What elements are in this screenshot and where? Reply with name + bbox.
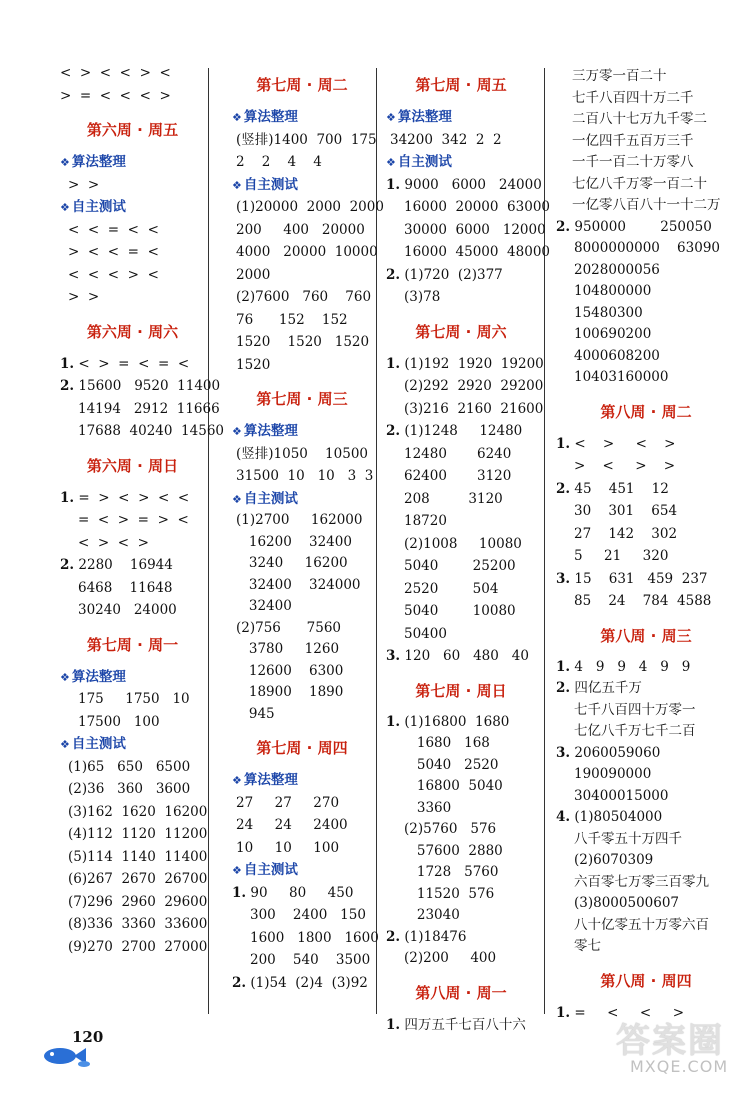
answer-line: 27 27 270	[236, 794, 340, 811]
subsection-title: ❖ 算法整理	[232, 772, 298, 788]
diamond-icon: ❖	[60, 738, 70, 751]
diamond-icon: ❖	[232, 178, 242, 192]
column-3	[386, 62, 551, 1036]
answer-line: 1520 1520 1520	[236, 334, 370, 350]
answer-line: (2)36 360 3600	[68, 781, 191, 797]
answer-line: 一亿零八百八十一十二万	[572, 197, 721, 213]
answer-line: > < < = <	[68, 244, 159, 260]
answer-line: 1. 4 9 9 4 9 9	[556, 658, 691, 675]
diamond-icon: ❖	[232, 774, 242, 787]
answer-line: 30400015000	[574, 787, 669, 804]
answer-line: 62400 3120	[404, 468, 512, 484]
answer-line: 15480300	[574, 304, 643, 321]
answer-line: 5 21 320	[574, 548, 669, 564]
answer-line: (2)6070309	[574, 852, 654, 868]
answer-line: 八十亿零五十万零六百	[574, 916, 709, 933]
answer-line: 31500 10 10 3 3	[236, 468, 374, 484]
answer-line: 3240 16200	[236, 555, 348, 571]
answer-line: 七千八百四十万零一	[574, 701, 696, 718]
answer-line: 14194 2912 11666	[78, 400, 220, 417]
answer-line: 3780 1260	[236, 641, 340, 657]
answer-line: 3. 15 631 459 237	[556, 570, 708, 587]
answer-line: < > < < > <	[60, 65, 171, 81]
answer-line: 11520 576	[404, 885, 495, 902]
answer-line: > >	[68, 289, 100, 305]
answer-line: (6)267 2670 26700	[68, 871, 208, 887]
answer-line: 2. (1)54 (2)4 (3)92	[232, 974, 368, 991]
answer-line: 16800 5040	[404, 778, 503, 794]
section-title: 第七周 · 周日	[415, 681, 507, 700]
answer-line: < < = < <	[68, 221, 159, 238]
answer-line: 190090000	[574, 766, 652, 782]
answer-line: 3. 120 60 480 40	[386, 648, 529, 664]
column-2	[232, 62, 384, 994]
answer-line: 5040 2520	[404, 756, 499, 773]
subsection-title: ❖ 算法整理	[232, 423, 298, 439]
answer-line: 23040	[404, 907, 460, 923]
answer-line: 2. (1)720 (2)377	[386, 266, 503, 283]
answer-line: 5040 25200	[404, 558, 516, 574]
answer-line: 1. 90 80 450	[232, 884, 354, 901]
diamond-icon: ❖	[60, 670, 70, 684]
answer-line: 1. < > < >	[556, 435, 676, 452]
answer-line: 30240 24000	[78, 602, 177, 618]
subsection-title: ❖ 自主测试	[60, 199, 126, 215]
answer-line: (8)336 3360 33600	[68, 916, 208, 932]
answer-line: 三万零一百二十	[572, 68, 667, 84]
answer-line: 34200 342 2 2	[390, 131, 502, 148]
answer-line: 200 400 20000	[236, 221, 365, 238]
watermark-url: MXQE.COM	[630, 1057, 729, 1076]
section-title: 第七周 · 周二	[256, 76, 348, 94]
answer-line: 1. 9000 6000 24000	[386, 176, 542, 193]
answer-line: 1. (1)192 1920 19200	[386, 355, 544, 372]
answer-line: (2)1008 10080	[404, 535, 522, 552]
subsection-title: ❖ 自主测试	[386, 154, 452, 170]
answer-line: (1)20000 2000 2000	[236, 199, 384, 215]
subsection-title: ❖ 算法整理	[386, 109, 452, 125]
section-title: 第六周 · 周六	[86, 322, 179, 341]
answer-line: 二百八十七万九千零二	[572, 111, 707, 127]
answer-line: 4. (1)80504000	[556, 809, 663, 825]
answer-line: 1680 168	[404, 735, 490, 751]
answer-line: (5)114 1140 11400	[68, 848, 208, 865]
answer-line: 30000 6000 12000	[404, 221, 546, 238]
section-title: 第六周 · 周五	[86, 121, 179, 139]
column-divider	[208, 68, 209, 1014]
answer-line: 100690200	[574, 326, 652, 342]
answer-line: 2000	[236, 266, 271, 283]
answer-line: > >	[68, 176, 100, 193]
answer-line: (1)65 650 6500	[68, 758, 191, 775]
answer-line: 6468 11648	[78, 579, 173, 596]
subsection-title: ❖ 自主测试	[232, 862, 298, 878]
answer-line: 3. 2060059060	[556, 744, 661, 761]
answer-line: 208 3120	[404, 490, 503, 507]
section-title: 第六周 · 周日	[86, 456, 179, 475]
answer-line: 8000000000 63090	[574, 240, 721, 256]
answer-line: (4)112 1120 11200	[68, 826, 208, 842]
page-number: 120	[72, 1028, 104, 1046]
answer-line: 27 142 302	[574, 525, 678, 542]
answer-line: > < > >	[574, 458, 676, 474]
answer-line: 57600 2880	[404, 842, 503, 859]
answer-line: (7)296 2960 29600	[68, 893, 208, 910]
answer-line: 1. (1)16800 1680	[386, 713, 510, 730]
answer-line: 12600 6300	[236, 662, 344, 679]
answer-line: 一亿四千五百万三千	[572, 132, 694, 149]
answer-line: 零七	[574, 938, 601, 954]
answer-line: 300 2400 150	[250, 907, 366, 923]
answer-line: 17500 100	[78, 713, 160, 730]
diamond-icon: ❖	[232, 492, 242, 506]
answer-line: 2 2 4 4	[236, 154, 322, 170]
answer-line: 10403160000	[574, 369, 669, 385]
diamond-icon: ❖	[60, 201, 70, 214]
answer-line: 30 301 654	[574, 503, 678, 519]
watermark	[616, 1005, 736, 1085]
section-title: 第七周 · 周六	[415, 322, 507, 341]
answer-line: 18900 1890	[236, 684, 344, 700]
answer-line: 16000 20000 63000	[404, 199, 551, 215]
diamond-icon: ❖	[60, 156, 70, 169]
answer-line: 七亿八千万七千二百	[574, 723, 696, 739]
answer-line: 2520 504	[404, 580, 499, 597]
section-title: 第七周 · 周一	[86, 635, 179, 654]
answer-line: 3360	[404, 799, 452, 816]
answer-line: 16200 32400	[236, 533, 352, 550]
answer-line: (2)200 400	[404, 950, 497, 966]
answer-line: (2)292 2920 29200	[404, 378, 544, 394]
answer-line: 2. 15600 9520 11400	[60, 378, 221, 394]
answer-line: 七千八百四十万二千	[572, 89, 694, 106]
answer-line: 2. 950000 250050	[556, 218, 712, 235]
answer-line: 2028000056	[574, 261, 660, 278]
subsection-title: ❖ 算法整理	[60, 154, 126, 170]
diamond-icon: ❖	[232, 111, 242, 124]
answer-line: (3)78	[404, 289, 441, 305]
answer-line: 4000 20000 10000	[236, 244, 378, 260]
answer-line: 104800000	[574, 283, 652, 299]
answer-line: 1520	[236, 356, 271, 373]
answer-line: (3)8000500607	[574, 895, 680, 911]
answer-line: 32400 324000	[236, 576, 361, 593]
answer-line: (竖排)1050 10500	[236, 445, 369, 462]
section-title: 第八周 · 周四	[600, 971, 692, 990]
answer-line: 24 24 2400	[236, 817, 348, 833]
answer-line: 一千一百二十万零八	[572, 154, 694, 170]
subsection-title: ❖ 算法整理	[232, 109, 298, 125]
answer-line: 50400	[404, 625, 447, 642]
answer-line: 18720	[404, 513, 447, 529]
answer-line: 1. < > = < = <	[60, 355, 190, 372]
answer-line: (2)7600 760 760	[236, 289, 372, 305]
answer-line: (竖排)1400 700 175	[236, 131, 377, 148]
answer-line: (2)756 7560	[236, 619, 341, 636]
section-title: 第七周 · 周三	[256, 390, 348, 408]
column-1	[60, 62, 225, 958]
answer-line: 1728 5760	[404, 864, 499, 880]
answer-line: 12480 6240	[404, 445, 512, 462]
answer-line: 1600 1800 1600	[250, 929, 379, 946]
diamond-icon: ❖	[232, 864, 242, 877]
answer-line: 八千零五十万四千	[574, 830, 682, 847]
subsection-title: ❖ 自主测试	[60, 736, 126, 752]
answer-line: 5040 10080	[404, 603, 516, 619]
answer-line: 1. = < < >	[556, 1004, 685, 1021]
answer-line: 200 540 3500	[250, 952, 371, 968]
answer-line: (9)270 2700 27000	[68, 938, 208, 955]
watermark-logo: 答案圈	[616, 1021, 724, 1061]
answer-line: 1. = > < > < <	[60, 489, 190, 506]
answer-line: 175 1750 10	[78, 691, 190, 707]
column-4	[556, 66, 736, 1024]
diamond-icon: ❖	[386, 111, 396, 124]
diamond-icon: ❖	[386, 156, 396, 169]
answer-line: 2. (1)18476	[386, 928, 467, 945]
subsection-title: ❖ 自主测试	[232, 176, 298, 193]
section-title: 第七周 · 周五	[415, 76, 507, 94]
section-title: 第八周 · 周二	[600, 402, 692, 421]
answer-line: 1. 四万五千七百八十六	[386, 1016, 526, 1033]
diamond-icon: ❖	[232, 425, 242, 438]
answer-line: 2. 四亿五千万	[556, 680, 642, 696]
answer-line: 2. (1)1248 12480	[386, 423, 523, 439]
section-title: 第八周 · 周一	[415, 983, 507, 1002]
answer-line: 六百零七万零三百零九	[574, 873, 709, 890]
answer-line: (1)2700 162000	[236, 512, 363, 528]
answer-line: 85 24 784 4588	[574, 593, 712, 609]
answer-line: (3)162 1620 16200	[68, 803, 208, 820]
answer-line: (3)216 2160 21600	[404, 400, 544, 417]
answer-line: 945	[236, 705, 275, 722]
answer-line: = < > = > <	[78, 512, 189, 528]
answer-line: 17688 40240 14560	[78, 423, 225, 439]
answer-line: < > < >	[78, 534, 149, 551]
answer-line: 32400	[236, 598, 292, 614]
answer-line: 76 152 152	[236, 311, 348, 328]
subsection-title: ❖ 算法整理	[60, 668, 126, 685]
subsection-title: ❖ 自主测试	[232, 490, 298, 507]
section-title: 第八周 · 周三	[600, 626, 692, 645]
answer-line: 4000608200	[574, 347, 660, 364]
answer-line: 2. 2280 16944	[60, 557, 173, 573]
answer-line: (2)5760 576	[404, 821, 497, 837]
answer-line: 2. 45 451 12	[556, 480, 669, 497]
answer-line: > = < < < >	[60, 87, 171, 104]
answer-line: 16000 45000 48000	[404, 244, 551, 260]
answer-line: 10 10 100	[236, 839, 340, 856]
answer-line: < < < > <	[68, 266, 159, 283]
answer-line: 七亿八千万零一百二十	[572, 175, 707, 192]
section-title: 第七周 · 周四	[256, 739, 348, 757]
